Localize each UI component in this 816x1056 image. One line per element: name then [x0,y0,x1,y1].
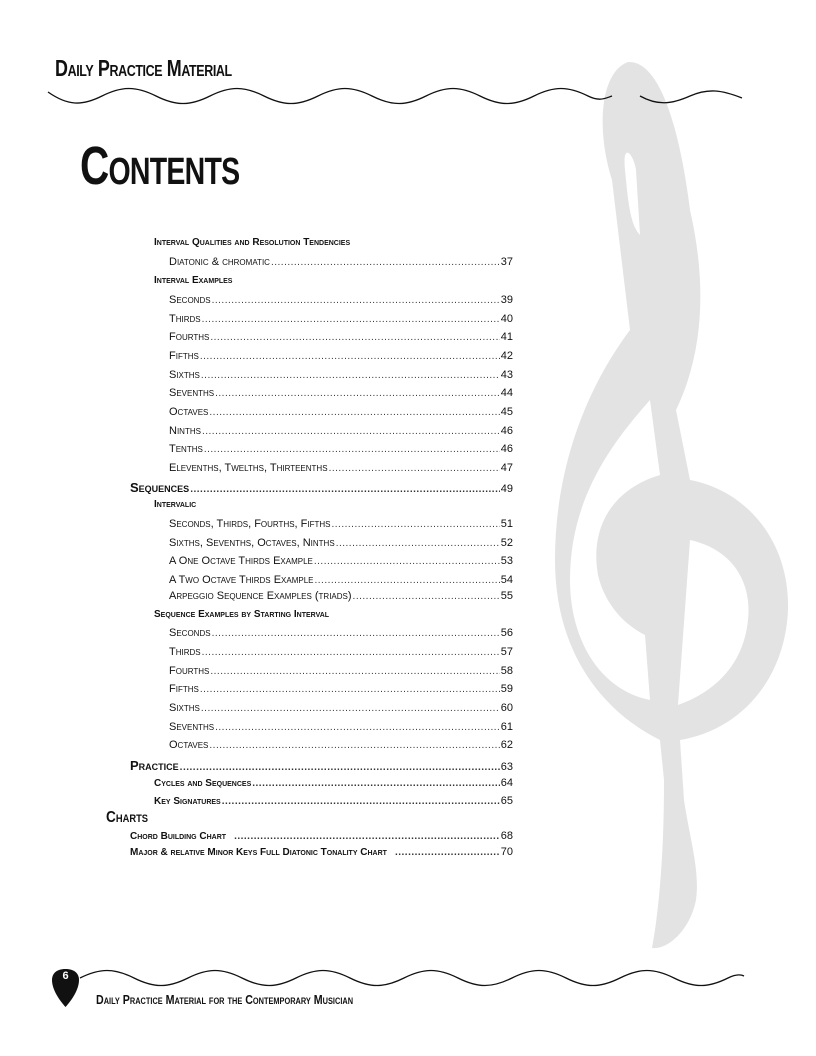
toc-entry-two-octave-thirds[interactable] [169,574,513,590]
toc-entry-page: 59 [500,683,513,695]
toc-entry-label: Practice [130,758,179,773]
toc-entry-label: Seconds [169,627,211,639]
toc-entry-sequence-examples[interactable] [154,609,329,625]
toc-section-charts[interactable]: Charts [106,809,149,826]
leader-dots [252,778,500,789]
toc-entry-page: 45 [500,406,513,418]
toc-entry-sixths[interactable] [169,702,513,718]
toc-entry-label: Cycles and Sequences [154,778,252,789]
leader-dots [329,463,500,474]
toc-entry-label: Sevenths [169,721,215,733]
toc-entry-fourths[interactable] [169,331,513,347]
toc-entry-page: 54 [500,574,513,586]
toc-entry-page: 57 [500,646,513,658]
toc-entry-page: 49 [500,483,513,495]
toc-entry-fifths[interactable] [169,683,513,699]
toc-entry-page: 63 [500,761,513,773]
toc-entry-page: 64 [500,777,513,789]
leader-dots [180,762,500,773]
toc-entry-label: Ninths [169,425,201,437]
toc-entry-sevenths[interactable] [169,721,513,737]
leader-dots [212,295,500,306]
toc-entry-page: 53 [500,555,513,567]
toc-entry-octaves[interactable] [169,406,513,422]
toc-entry-page: 52 [500,537,513,549]
toc-entry-sixths-sevenths-octaves-ninths[interactable] [169,537,513,553]
toc-entry-page: 41 [500,331,513,343]
toc-entry-fifths[interactable] [169,350,513,366]
toc-entry-label: Sevenths [169,387,215,399]
leader-dots [209,407,499,418]
toc-entry-label: Sixths [169,702,200,714]
leader-dots [190,484,500,495]
toc-entry-page: 47 [500,462,513,474]
toc-entry-page: 55 [500,590,513,602]
toc-entry-page: 42 [500,350,513,362]
leader-dots [315,575,500,586]
leader-dots [210,332,499,343]
toc-entry-cycles-sequences[interactable] [154,777,513,793]
toc-entry-label: Chord Building Chart [130,831,227,842]
footer-title: Daily Practice Material for the Contemporary Musician [96,992,354,1007]
toc-entry-one-octave-thirds[interactable] [169,555,513,571]
leader-dots [200,351,500,362]
toc-entry-label: Fifths [169,683,199,695]
toc-entry-label: Sequences [130,480,190,495]
toc-entry-chord-building-chart[interactable] [130,830,513,846]
page-number: 6 [62,970,69,982]
toc-entry-sequences[interactable] [130,480,513,496]
toc-entry-diatonic-chromatic[interactable] [169,256,513,272]
leader-dots [210,666,499,677]
toc-entry-ninths[interactable] [169,425,513,441]
leader-dots [209,740,499,751]
leader-dots [200,684,500,695]
toc-entry-label: Elevenths, Twelths, Thirteenths [169,462,328,474]
toc-entry-page: 43 [500,369,513,381]
toc-entry-page: 37 [500,256,513,268]
leader-dots [212,628,500,639]
toc-entry-label: Sixths [169,369,200,381]
toc-entry-thirds[interactable] [169,646,513,662]
toc-entry-page: 61 [500,721,513,733]
toc-entry-label: Interval Examples [154,275,233,286]
leader-dots [215,722,500,733]
toc-entry-label: Octaves [169,406,209,418]
toc-entry-page: 56 [500,627,513,639]
toc-entry-label: Seconds [169,294,211,306]
toc-entry-page: 46 [500,425,513,437]
toc-entry-label: Sequence Examples by Starting Interval [154,609,330,620]
toc-entry-page: 46 [500,443,513,455]
leader-dots [201,370,500,381]
leader-dots [271,257,500,268]
toc-entry-label: Seconds, Thirds, Fourths, Fifths [169,518,331,530]
toc-entry-fourths[interactable] [169,665,513,681]
leader-dots [204,444,500,455]
toc-entry-label: Tenths [169,443,203,455]
toc-entry-label: Thirds [169,313,201,325]
toc-entry-octaves[interactable] [169,739,513,755]
toc-entry-tonality-chart[interactable] [130,846,513,862]
leader-dots [314,556,500,567]
toc-entry-interval-qualities[interactable] [154,237,350,253]
page-title: Contents [80,136,240,196]
toc-entry-label: Octaves [169,739,209,751]
toc-entry-page: 60 [500,702,513,714]
toc-entry-page: 58 [500,665,513,677]
toc-entry-intervalic[interactable] [154,499,196,515]
toc-entry-page: 62 [500,739,513,751]
toc-entry-label: Diatonic & chromatic [169,256,270,268]
toc-entry-page: 65 [500,795,513,807]
leader-dots [215,388,500,399]
toc-entry-thirds[interactable] [169,313,513,329]
leader-dots [336,538,500,549]
toc-entry-page: 51 [500,518,513,530]
leader-dots [395,847,500,858]
toc-entry-label: Sixths, Sevenths, Octaves, Ninths [169,537,335,549]
leader-dots [353,591,500,602]
leader-dots [202,647,500,658]
toc-entry-label: Major & relative Minor Keys Full Diatonic Tonality Chart [130,847,387,858]
leader-dots [201,703,500,714]
toc-entry-sixths[interactable] [169,369,513,385]
leader-dots [332,519,500,530]
toc-entry-page: 68 [500,830,513,842]
leader-dots [222,796,500,807]
toc-entry-seconds[interactable] [169,294,513,310]
toc-entry-label: Fourths [169,665,210,677]
toc-entry-label: Fifths [169,350,199,362]
toc-entry-key-signatures[interactable] [154,795,513,811]
toc-entry-arpeggio-sequence[interactable] [169,590,513,606]
toc-entry-seconds[interactable] [169,627,513,643]
leader-dots [202,426,500,437]
toc-entry-label: Intervalic [154,499,197,510]
leader-dots [202,314,500,325]
toc-entry-seconds-thirds-fourths-fifths[interactable] [169,518,513,534]
toc-entry-page: 70 [500,846,513,858]
toc-entry-page: 44 [500,387,513,399]
toc-entry-label: A Two Octave Thirds Example [169,574,314,586]
toc-entry-tenths[interactable] [169,443,513,459]
toc-entry-label: Arpeggio Sequence Examples (triads) [169,590,352,602]
toc-entry-page: 40 [500,313,513,325]
toc-entry-elevenths[interactable] [169,462,513,478]
toc-entry-label: Thirds [169,646,201,658]
header-title: Daily Practice Material [55,55,232,81]
toc-entry-label: Fourths [169,331,210,343]
toc-entry-practice[interactable] [130,758,513,774]
toc-entry-label: A One Octave Thirds Example [169,555,313,567]
leader-dots [234,831,500,842]
toc-entry-interval-examples[interactable] [154,275,232,291]
toc-entry-sevenths[interactable] [169,387,513,403]
toc-entry-page: 39 [500,294,513,306]
toc-entry-label: Key Signatures [154,796,221,807]
toc-entry-label: Interval Qualities and Resolution Tendencies [154,237,351,248]
